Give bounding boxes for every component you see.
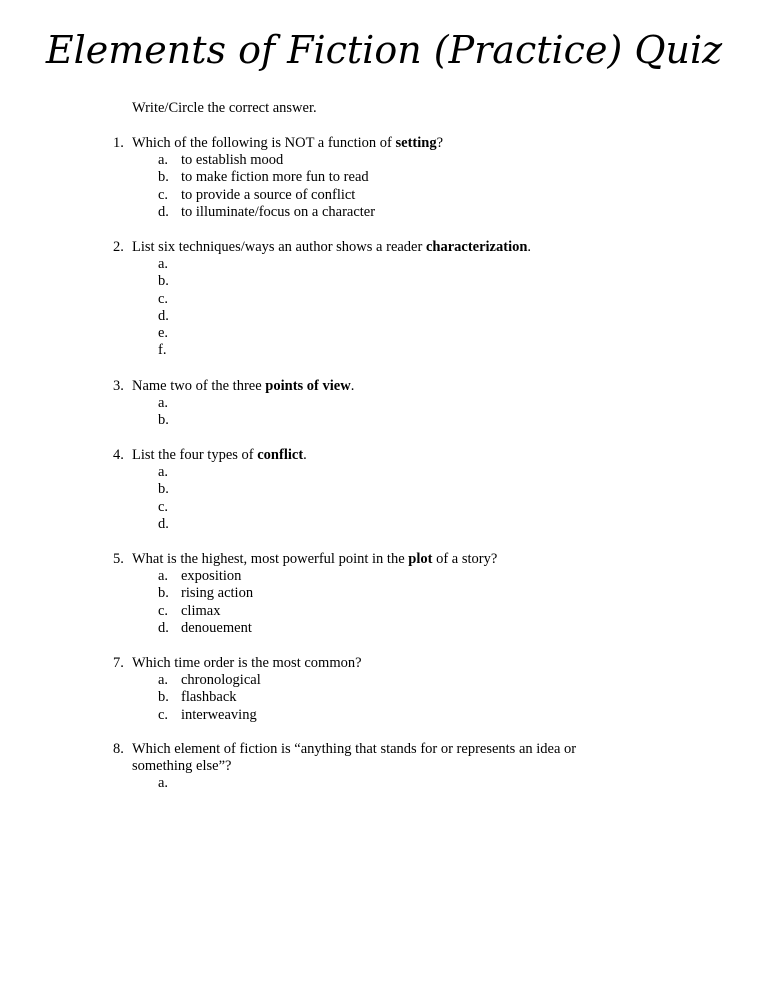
answer-line-a[interactable]: a.	[158, 395, 169, 411]
answer-line-a[interactable]: a.	[158, 464, 169, 480]
answer-line-f[interactable]: f.	[158, 342, 167, 359]
answer-line-c[interactable]: c.	[158, 290, 169, 307]
question-text: Which time order is the most common?	[132, 655, 362, 671]
option-a[interactable]: a. exposition	[158, 568, 242, 584]
answer-line-c[interactable]: c.	[158, 498, 169, 515]
question-text: List six techniques/ways an author shows a reader characterization.	[132, 239, 532, 255]
question-number: 3.	[113, 378, 124, 394]
answer-line-d[interactable]: d.	[158, 307, 169, 324]
question-7	[113, 655, 673, 724]
question-number: 2.	[113, 239, 124, 255]
question-text: What is the highest, most powerful point in the plot of a story?	[132, 551, 498, 567]
option-c[interactable]: c. climax	[158, 602, 221, 619]
option-d[interactable]: d. denouement	[158, 619, 252, 636]
option-b[interactable]: b. flashback	[158, 689, 237, 706]
option-b[interactable]: b. rising action	[158, 585, 254, 602]
option-c[interactable]: c. interweaving	[158, 706, 257, 723]
question-text: Which of the following is NOT a function of setting?	[132, 135, 444, 151]
answer-line-e[interactable]: e.	[158, 325, 169, 342]
option-a[interactable]: a. chronological	[158, 672, 261, 688]
answer-line-a[interactable]: a.	[158, 775, 169, 791]
answer-line-b[interactable]: b.	[158, 412, 169, 429]
answer-line-b[interactable]: b.	[158, 481, 169, 498]
question-2	[113, 239, 673, 360]
question-text: List the four types of conflict.	[132, 447, 307, 463]
question-number: 1.	[113, 135, 124, 151]
question-5	[113, 551, 673, 637]
answer-line-d[interactable]: d.	[158, 515, 169, 532]
option-d[interactable]: d. to illuminate/focus on a character	[158, 203, 376, 220]
option-c[interactable]: c. to provide a source of conflict	[158, 186, 356, 203]
question-text: Which element of fiction is “anything that stands for or represents an idea or something else”?	[132, 741, 577, 774]
answer-line-a[interactable]: a.	[158, 256, 169, 272]
instructions: Write/Circle the correct answer.	[132, 100, 317, 116]
question-text: Name two of the three points of view.	[132, 378, 355, 394]
question-3	[113, 378, 673, 430]
option-a[interactable]: a. to establish mood	[158, 152, 284, 168]
question-number: 5.	[113, 551, 124, 567]
question-1	[113, 135, 673, 221]
question-number: 7.	[113, 655, 124, 671]
quiz-title: Elements of Fiction (Practice) Quiz	[45, 28, 723, 72]
question-number: 8.	[113, 741, 124, 757]
question-4	[113, 447, 673, 533]
answer-line-b[interactable]: b.	[158, 273, 169, 290]
option-b[interactable]: b. to make fiction more fun to read	[158, 169, 369, 186]
question-number: 4.	[113, 447, 124, 463]
question-8	[113, 741, 613, 792]
